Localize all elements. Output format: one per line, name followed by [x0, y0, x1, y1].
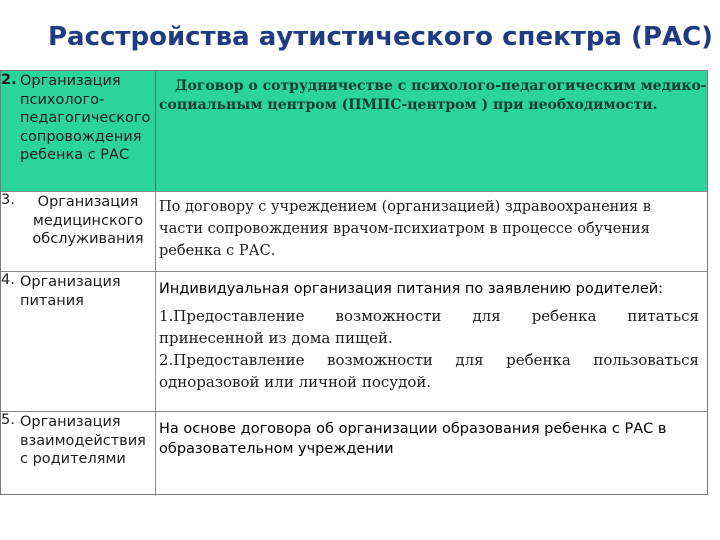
slide-title: Расстройства аутистического спектра (РАС)	[48, 22, 714, 52]
row-header-cell	[1, 272, 156, 411]
row-label: Организация психолого-педагогического сопровождения ребенка с РАС	[20, 73, 151, 163]
row-header-cell	[1, 192, 156, 271]
row-header-cell	[1, 71, 156, 191]
row-number: 5.	[1, 412, 15, 428]
info-table	[0, 70, 708, 495]
row-content-intro: Индивидуальная организация питания по заявлению родителей:	[159, 281, 664, 297]
table-row	[1, 71, 707, 191]
row-content: По договору с учреждением (организацией) здравоохранения в части сопровождения врачом-психиатром в процессе обучения ребенка с РАС.	[159, 199, 651, 259]
row-header-cell	[1, 412, 156, 496]
row-number: 3.	[1, 192, 15, 208]
row-content-item-2: 2.Предоставление возможности для ребенка пользоваться одноразовой или личной посудой.	[159, 351, 699, 391]
table-row	[1, 271, 707, 411]
row-label: Организация медицинского обслуживания	[32, 194, 144, 247]
row-label: Организация взаимодействия с родителями	[20, 414, 146, 467]
table-row	[1, 411, 707, 496]
row-content: Договор о сотрудничестве с психолого-педагогическим медико-социальным центром (ПМПС-центром ) при необходимости.	[159, 78, 707, 113]
row-number: 4.	[1, 272, 15, 288]
row-content: На основе договора об организации образования ребенка с РАС в образовательном учреждении	[159, 421, 667, 457]
row-number: 2.	[1, 72, 17, 88]
table-row	[1, 191, 707, 271]
row-content-item-1: 1.Предоставление возможности для ребенка питаться принесенной из дома пищей.	[159, 307, 699, 347]
row-label: Организация питания	[20, 274, 121, 309]
